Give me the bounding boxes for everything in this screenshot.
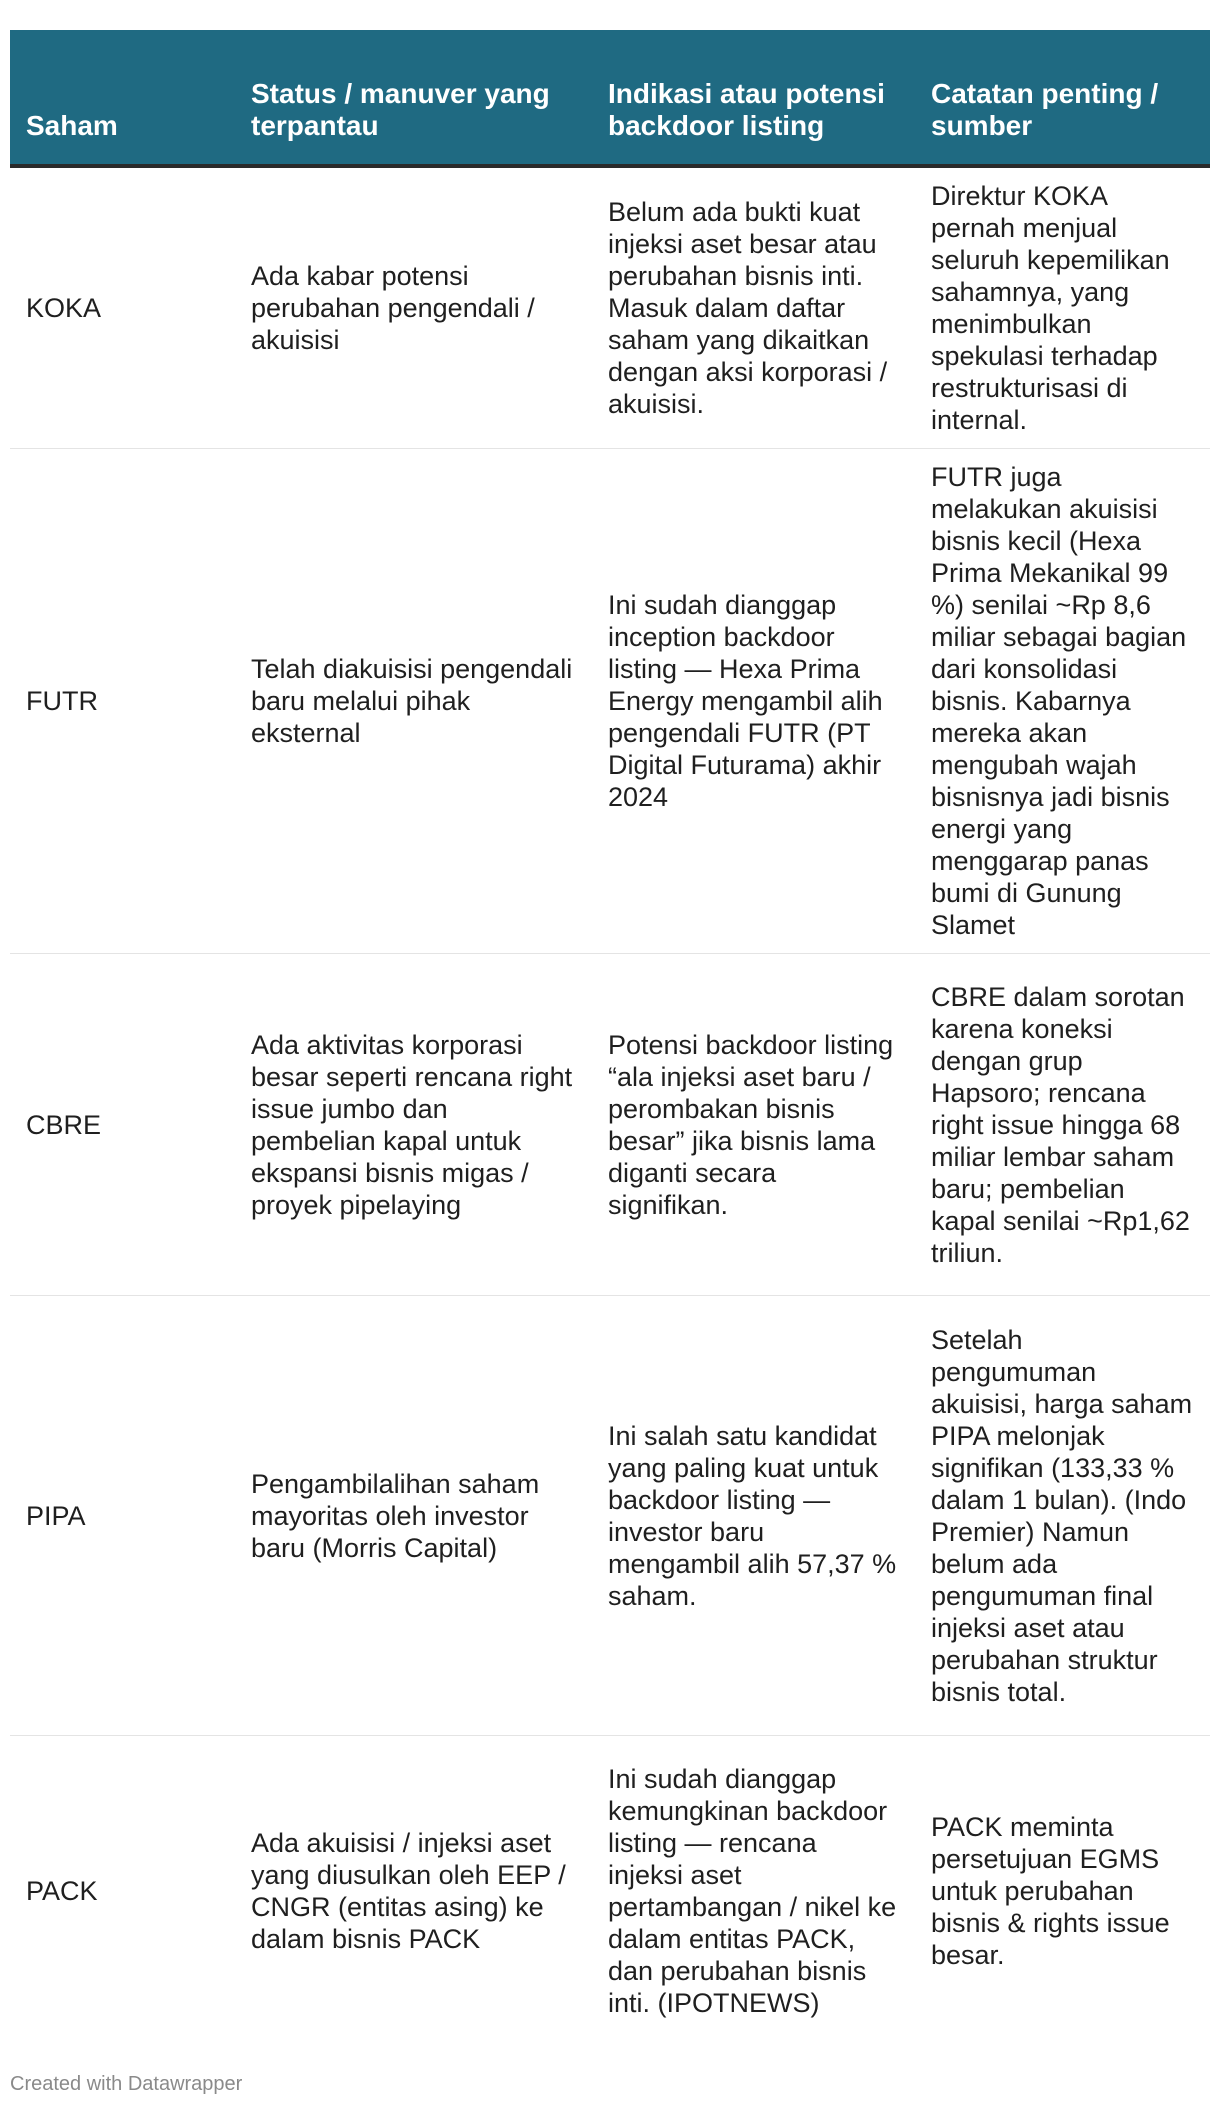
cell-saham: CBRE: [10, 954, 235, 1296]
data-table-container: [10, 30, 1210, 2046]
cell-status: Telah diakuisisi pengendali baru melalui pihak eksternal: [235, 449, 592, 954]
table-row: [10, 954, 1210, 1296]
cell-catatan: Direktur KOKA pernah menjual seluruh kepemilikan sahamnya, yang menimbulkan spekulasi terhadap restrukturisasi di internal.: [915, 166, 1210, 449]
header-catatan: Catatan penting / sumber: [915, 30, 1210, 166]
cell-indikasi: Belum ada bukti kuat injeksi aset besar atau perubahan bisnis inti. Masuk dalam daftar saham yang dikaitkan dengan aksi korporasi / akuisisi.: [592, 166, 915, 449]
cell-catatan: Setelah pengumuman akuisisi, harga saham PIPA melonjak signifikan (133,33 % dalam 1 bulan). (Indo Premier) Namun belum ada pengumuman final injeksi aset atau perubahan struktur bisnis total.: [915, 1296, 1210, 1736]
cell-indikasi: Ini salah satu kandidat yang paling kuat untuk backdoor listing — investor baru mengambil alih 57,37 % saham.: [592, 1296, 915, 1736]
table-row: [10, 449, 1210, 954]
cell-status: Ada akuisisi / injeksi aset yang diusulkan oleh EEP / CNGR (entitas asing) ke dalam bisnis PACK: [251, 1827, 566, 1954]
cell-status: Pengambilalihan saham mayoritas oleh investor baru (Morris Capital): [235, 1296, 592, 1736]
cell-indikasi: Potensi backdoor listing “ala injeksi aset baru / perombakan bisnis besar” jika bisnis lama diganti secara signifikan.: [592, 954, 915, 1296]
header-saham: Saham: [10, 30, 235, 166]
cell-status: Ada kabar potensi perubahan pengendali / akuisisi: [235, 166, 592, 449]
table-header: [10, 30, 1210, 166]
header-status: Status / manuver yang terpantau: [235, 30, 592, 166]
table-body: [10, 166, 1210, 2046]
cell-saham: KOKA: [10, 166, 235, 449]
cell-status: Ada aktivitas korporasi besar seperti rencana right issue jumbo dan pembelian kapal untuk ekspansi bisnis migas / proyek pipelaying: [235, 954, 592, 1296]
cell-indikasi: Ini sudah dianggap inception backdoor listing — Hexa Prima Energy mengambil alih pengendali FUTR (PT Digital Futurama) akhir 2024: [592, 449, 915, 954]
header-row: [10, 30, 1210, 166]
backdoor-listing-table: [10, 30, 1210, 2046]
table-row: [10, 166, 1210, 449]
cell-catatan: PACK meminta persetujuan EGMS untuk perubahan bisnis & rights issue besar.: [931, 1811, 1170, 1970]
table-row: [10, 1296, 1210, 1736]
cell-catatan: CBRE dalam sorotan karena koneksi dengan grup Hapsoro; rencana right issue hingga 68 miliar lembar saham baru; pembelian kapal senilai ~Rp1,62 triliun.: [915, 954, 1210, 1296]
cell-saham: PACK: [26, 1875, 98, 1906]
cell-saham: PIPA: [10, 1296, 235, 1736]
datawrapper-credit: Created with Datawrapper: [10, 2073, 243, 2095]
table-row: [10, 1736, 1210, 2046]
cell-indikasi: Ini sudah dianggap kemungkinan backdoor listing — rencana injeksi aset pertambangan / nikel ke dalam entitas PACK, dan perubahan bisnis inti. (IPOTNEWS): [608, 1763, 897, 2018]
header-indikasi: Indikasi atau potensi backdoor listing: [592, 30, 915, 166]
cell-saham: FUTR: [10, 449, 235, 954]
cell-catatan: FUTR juga melakukan akuisisi bisnis kecil (Hexa Prima Mekanikal 99 %) senilai ~Rp 8,6 miliar sebagai bagian dari konsolidasi bisnis. Kabarnya mereka akan mengubah wajah bisnisnya jadi bisnis energi yang menggarap panas bumi di Gunung Slamet: [915, 449, 1210, 954]
